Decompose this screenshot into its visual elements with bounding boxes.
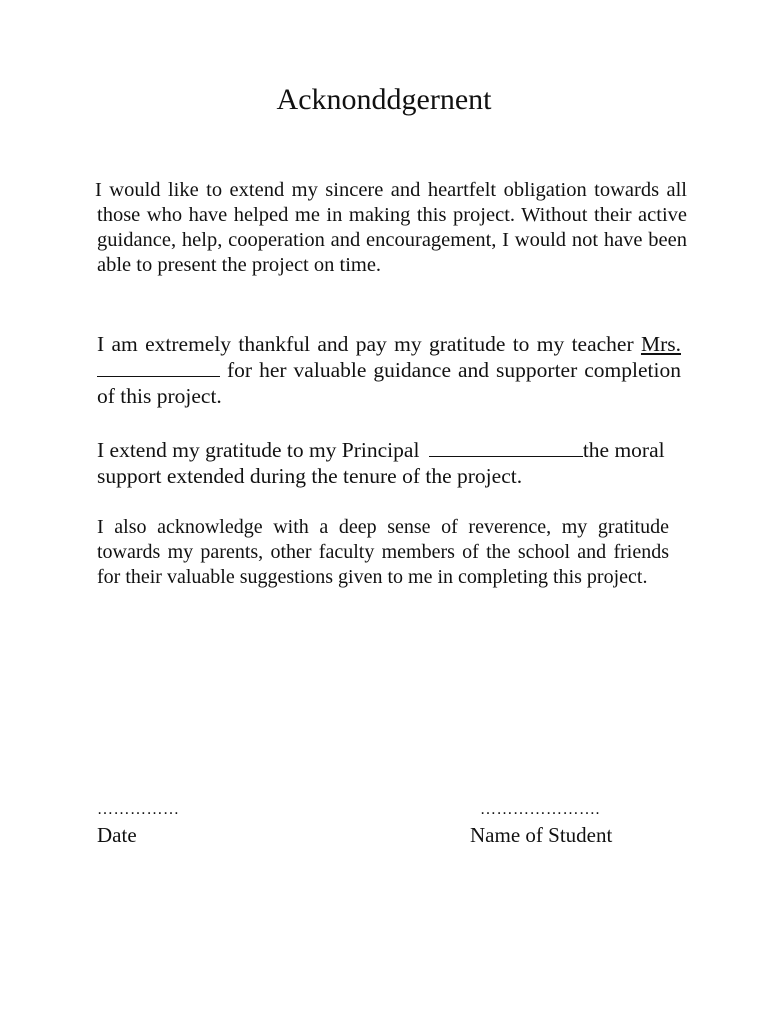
- teacher-name-blank: [97, 358, 220, 377]
- paragraph-teacher: [97, 331, 681, 409]
- date-label: Date: [97, 823, 137, 847]
- paragraph-parents: I also acknowledge with a deep sense of reverence, my gratitude towards my parents, other faculty members of the school and friends for their valuable suggestions given to me in completing this project.: [97, 516, 669, 588]
- teacher-mrs-label: Mrs.: [640, 332, 681, 356]
- principal-text-after: the moral support extended during the tenure of the project.: [97, 438, 665, 488]
- paragraph-principal: [97, 437, 681, 489]
- teacher-text-after: for her valuable guidance and supporter completion of this project.: [97, 358, 681, 408]
- date-signature-line: ……………: [97, 801, 180, 818]
- name-signature-line: ………………….: [480, 801, 600, 818]
- student-name-label: Name of Student: [470, 823, 613, 847]
- principal-text-before: I extend my gratitude to my Principal: [97, 438, 425, 462]
- teacher-text-before: I am extremely thankful and pay my gratitude to my teacher: [97, 332, 641, 356]
- paragraph-obligation: I would like to extend my sincere and heartfelt obligation towards all those who have helped me in making this project. Without their active guidance, help, cooperation and encouragement, I would not have been able to present the project on time.: [95, 179, 687, 276]
- principal-name-blank: [429, 438, 583, 457]
- document-title: Acknonddgernent: [276, 83, 492, 116]
